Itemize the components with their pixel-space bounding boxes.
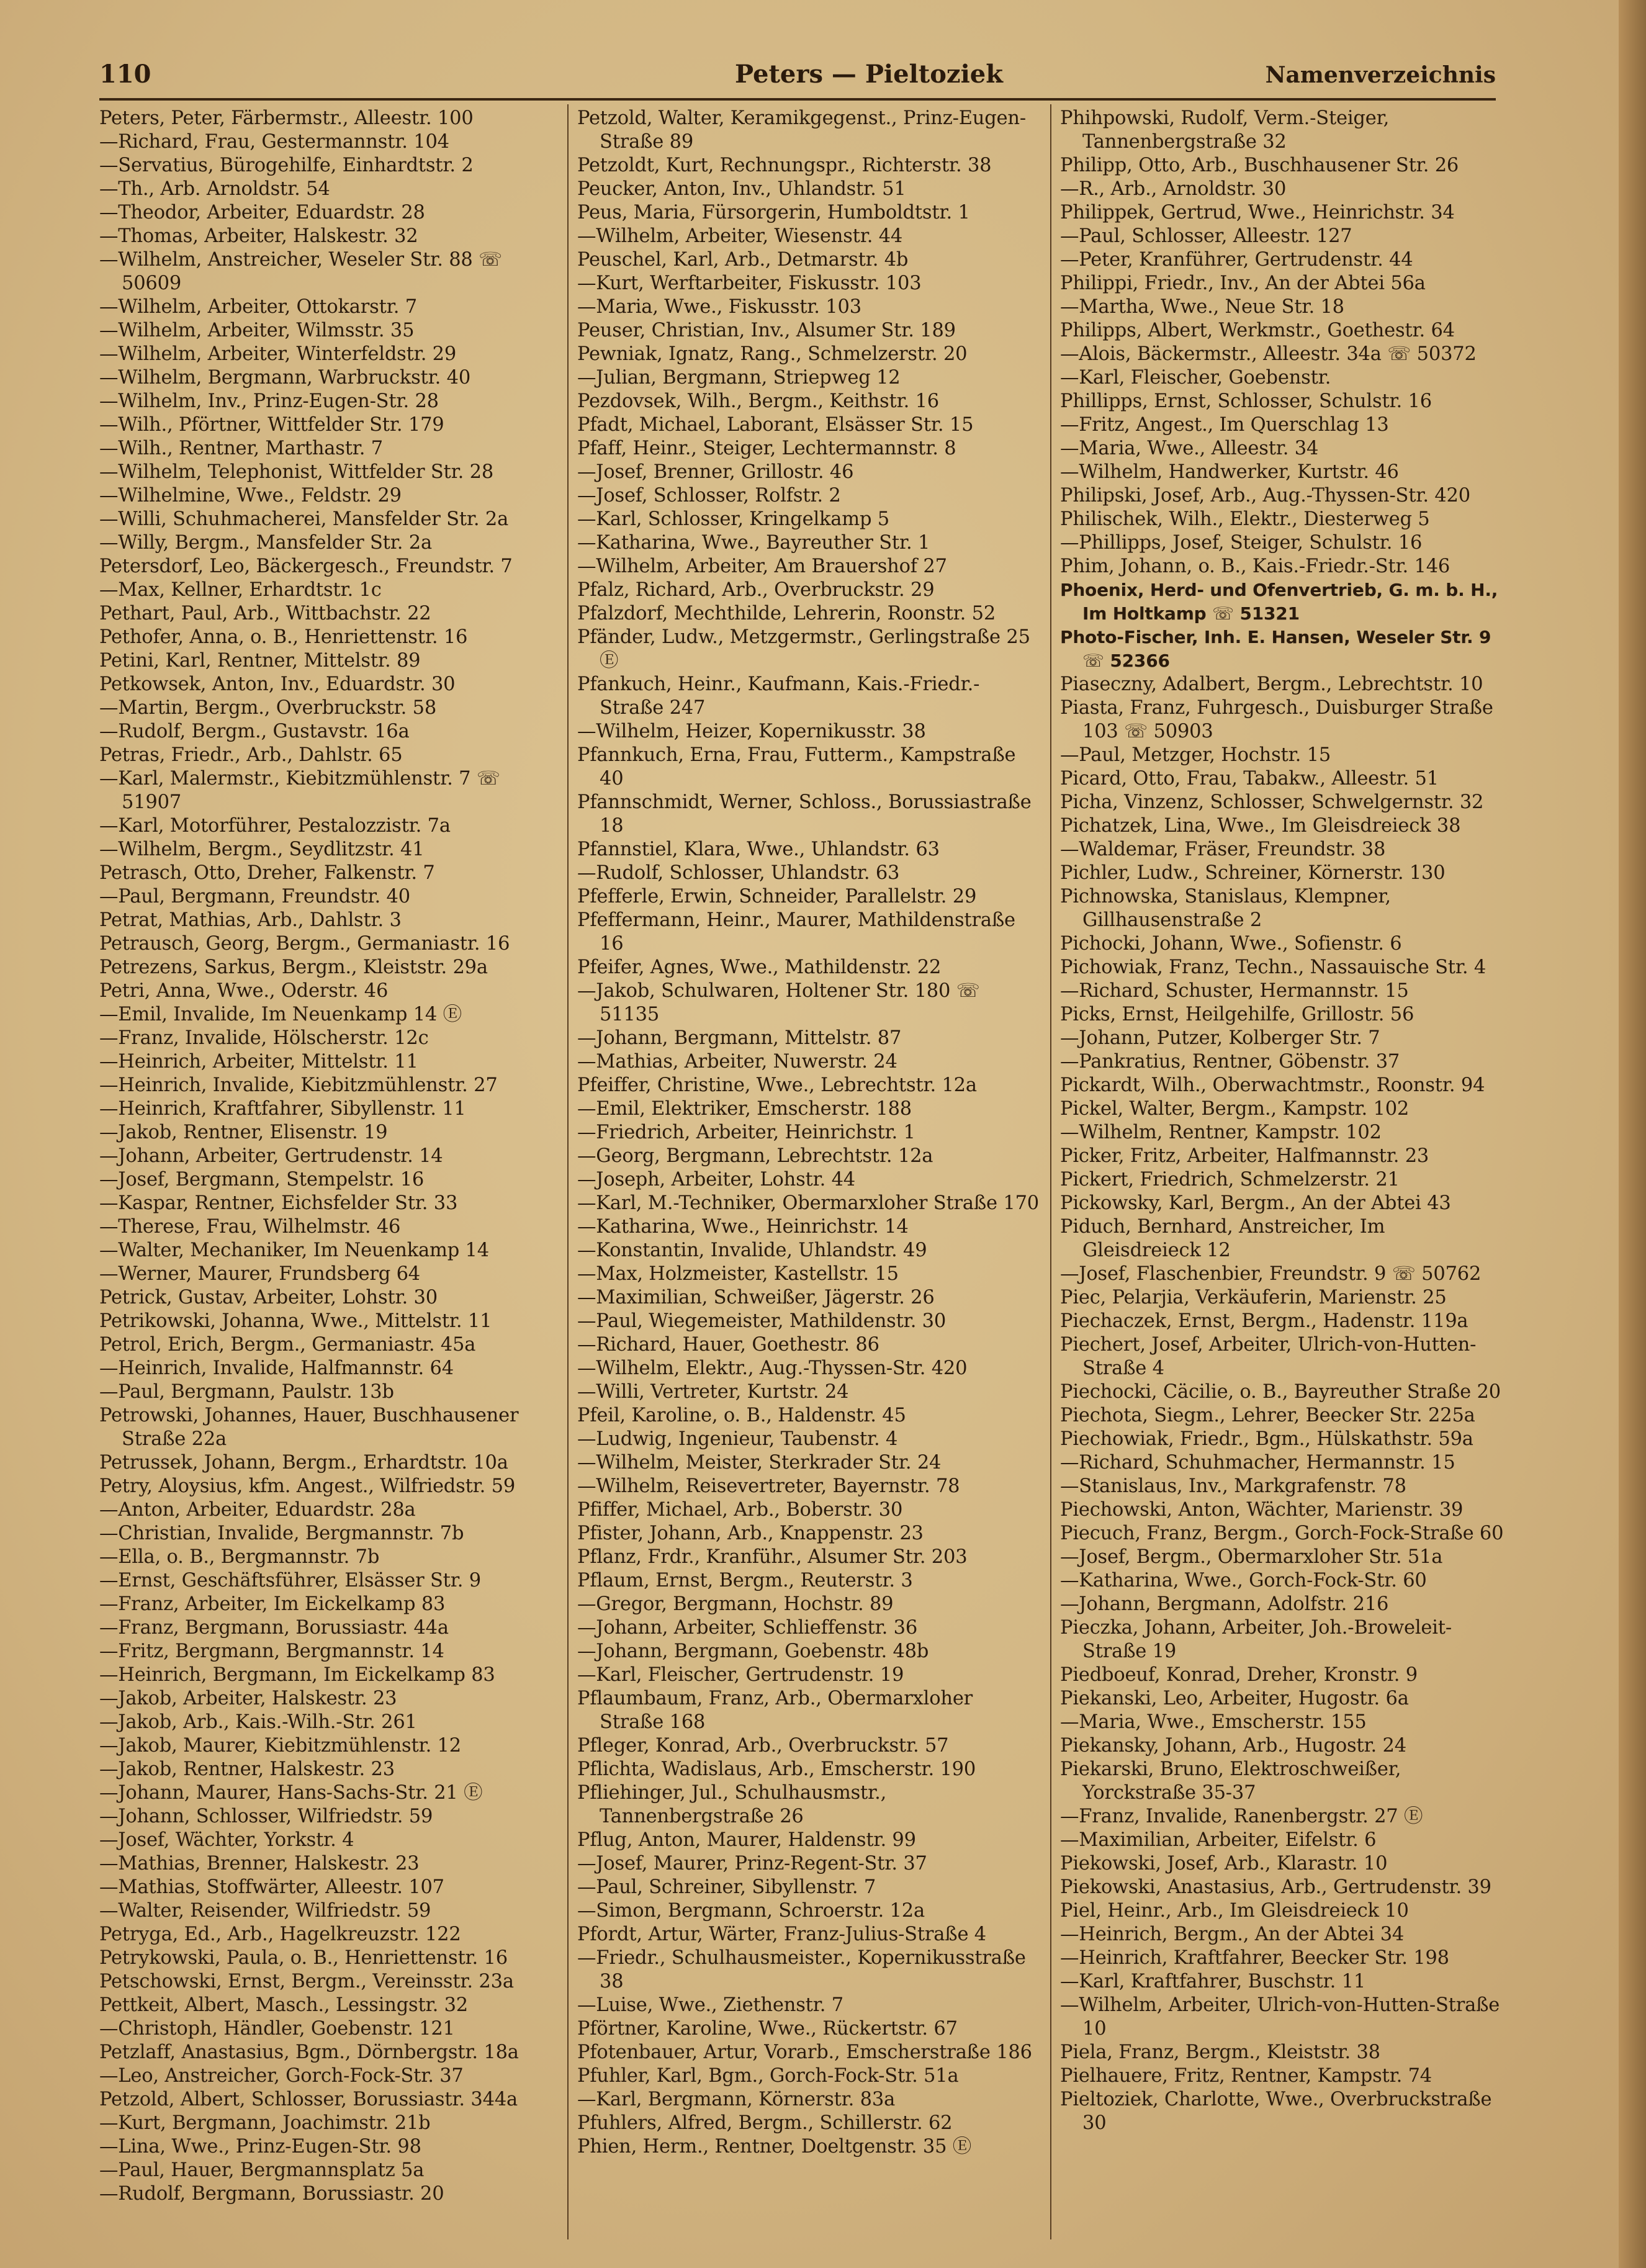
directory-entry: Peters, Peter, Färbermstr., Alleestr. 100 [99,107,474,129]
directory-entry: —Wilhelm, Telephonist, Wittfelder Str. 28 [99,461,494,483]
directory-entry: Pfuhlers, Alfred, Bergm., Schillerstr. 62 [577,2112,953,2134]
directory-entry: —Johann, Schlosser, Wilfriedstr. 59 [99,1806,433,1827]
directory-entry: —Richard, Schuhmacher, Hermannstr. 15 [1060,1452,1455,1474]
directory-entry: —Wilhelm, Arbeiter, Wilmsstr. 35 [99,320,415,341]
directory-entry: —Karl, Fleischer, Gertrudenstr. 19 [577,1664,904,1686]
directory-entry: —Friedrich, Arbeiter, Heinrichstr. 1 [577,1122,915,1143]
directory-entry: Petschowski, Ernst, Bergm., Vereinsstr. 23a [99,1971,514,1992]
directory-entry: —Max, Kellner, Erhardtstr. 1c [99,579,382,601]
directory-entry: —Johann, Arbeiter, Gertrudenstr. 14 [99,1145,443,1167]
directory-entry: —Maria, Wwe., Emscherstr. 155 [1060,1711,1367,1733]
directory-entry: —Leo, Anstreicher, Gorch-Fock-Str. 37 [99,2065,464,2087]
directory-entry: —Johann, Bergmann, Adolfstr. 216 [1060,1593,1389,1615]
directory-entry: Piekowski, Josef, Arb., Klarastr. 10 [1060,1853,1388,1874]
directory-entry: —Paul, Hauer, Bergmannsplatz 5a [99,2159,425,2181]
directory-entry: —Paul, Schlosser, Alleestr. 127 [1060,225,1352,247]
directory-entry: —Heinrich, Invalide, Halfmannstr. 64 [99,1357,454,1379]
directory-entry: —Ella, o. B., Bergmannstr. 7b [99,1546,380,1568]
directory-entry: —Jakob, Arbeiter, Halskestr. 23 [99,1688,397,1709]
directory-entry: Peuschel, Karl, Arb., Detmarstr. 4b [577,249,909,271]
directory-entry: —Emil, Invalide, Im Neuenkamp 14 Ⓔ [99,1004,462,1025]
directory-entry: —Waldemar, Fräser, Freundstr. 38 [1060,839,1386,860]
directory-entry: —Th., Arb. Arnoldstr. 54 [99,178,330,200]
directory-entry: —Servatius, Bürogehilfe, Einhardtstr. 2 [99,155,474,176]
directory-entry: —Wilhelm, Arbeiter, Am Brauershof 27 [577,556,947,577]
directory-entry: Piekansky, Johann, Arb., Hugostr. 24 [1060,1735,1406,1757]
directory-entry: —Karl, Malermstr., Kiebitzmühlenstr. 7 ☏ 51907 [99,768,500,813]
directory-entry: —Maria, Wwe., Alleestr. 34 [1060,438,1319,459]
directory-entry: —Wilhelm, Anstreicher, Weseler Str. 88 ☏ 50609 [99,249,503,294]
directory-entry: Photo-Fischer, Inh. E. Hansen, Weseler Str. 9 ☏ 52366 [1060,627,1491,671]
page-title: Peters — Pieltoziek [735,60,1003,89]
directory-entry: —Wilhelm, Inv., Prinz-Eugen-Str. 28 [99,390,439,412]
directory-entry: —Jakob, Rentner, Halskestr. 23 [99,1758,395,1780]
directory-entry: —Josef, Flaschenbier, Freundstr. 9 ☏ 50762 [1060,1263,1482,1285]
directory-entry: Picks, Ernst, Heilgehilfe, Grillostr. 56 [1060,1004,1414,1025]
directory-entry: —Kurt, Werftarbeiter, Fiskusstr. 103 [577,272,922,294]
directory-entry: Pethofer, Anna, o. B., Henriettenstr. 16 [99,626,468,648]
directory-entry: —Josef, Bergmann, Stempelstr. 16 [99,1169,425,1190]
directory-entry: Petrezens, Sarkus, Bergm., Kleiststr. 29a [99,956,488,978]
directory-entry: Picker, Fritz, Arbeiter, Halfmannstr. 23 [1060,1145,1429,1167]
directory-entry: —Fritz, Angest., Im Querschlag 13 [1060,414,1389,436]
directory-entry: —Heinrich, Kraftfahrer, Sibyllenstr. 11 [99,1098,466,1120]
directory-entry: —Paul, Schreiner, Sibyllenstr. 7 [577,1876,876,1898]
directory-entry: —Karl, Fleischer, Goebenstr. [1060,367,1331,389]
directory-entry: Phien, Herm., Rentner, Doeltgenstr. 35 Ⓔ [577,2136,972,2158]
directory-entry: —Maria, Wwe., Fiskusstr. 103 [577,296,861,318]
directory-entry: Pfleger, Konrad, Arb., Overbruckstr. 57 [577,1735,949,1757]
directory-entry: Pfalzdorf, Mechthilde, Lehrerin, Roonstr. 52 [577,603,996,624]
directory-entry: Petrasch, Otto, Dreher, Falkenstr. 7 [99,862,435,884]
directory-entry: —Wilhelm, Bergmann, Warbruckstr. 40 [99,367,471,389]
directory-entry: Pfordt, Artur, Wärter, Franz-Julius-Straße 4 [577,1924,986,1945]
directory-entry: Pfefferle, Erwin, Schneider, Parallelstr. 29 [577,886,977,907]
directory-entry: Petini, Karl, Rentner, Mittelstr. 89 [99,650,421,672]
directory-entry: Picard, Otto, Frau, Tabakw., Alleestr. 51 [1060,768,1439,790]
directory-entry: Petrikowski, Johanna, Wwe., Mittelstr. 11 [99,1310,492,1332]
directory-entry: —Katharina, Wwe., Bayreuther Str. 1 [577,532,930,554]
directory-entry: —Karl, M.-Techniker, Obermarxloher Straße 170 [577,1192,1040,1214]
directory-entry: Piechaczek, Ernst, Bergm., Hadenstr. 119a [1060,1310,1468,1332]
directory-entry: Pfannkuch, Erna, Frau, Futterm., Kampstraße 40 [577,744,1016,790]
directory-entry: —Friedr., Schulhausmeister., Kopernikusstraße 38 [577,1947,1026,1992]
directory-entry: Pfeiffer, Christine, Wwe., Lebrechtstr. 12a [577,1074,977,1096]
directory-entry: Piduch, Bernhard, Anstreicher, Im Gleisdreieck 12 [1060,1216,1385,1261]
directory-entry: —Heinrich, Bergmann, Im Eickelkamp 83 [99,1664,495,1686]
directory-entry: —Jakob, Rentner, Elisenstr. 19 [99,1122,388,1143]
directory-entry: —Paul, Wiegemeister, Mathildenstr. 30 [577,1310,947,1332]
directory-entry: Pichatzek, Lina, Wwe., Im Gleisdreieck 38 [1060,815,1461,837]
directory-entry: Petrat, Mathias, Arb., Dahlstr. 3 [99,909,402,931]
directory-entry: —Thomas, Arbeiter, Halskestr. 32 [99,225,418,247]
directory-entry: Petrausch, Georg, Bergm., Germaniastr. 16 [99,933,510,955]
directory-entry: —Wilhelm, Elektr., Aug.-Thyssen-Str. 420 [577,1357,968,1379]
directory-entry: Pfaff, Heinr., Steiger, Lechtermannstr. 8 [577,438,956,459]
directory-entry: Petzold, Walter, Keramikgegenst., Prinz-Eugen-Straße 89 [577,107,1026,153]
directory-entry: Petras, Friedr., Arb., Dahlstr. 65 [99,744,403,766]
directory-entry: Pfalz, Richard, Arb., Overbruckstr. 29 [577,579,935,601]
column-divider [1050,104,1051,2239]
directory-entry: Petrussek, Johann, Bergm., Erhardtstr. 10a [99,1452,508,1474]
directory-entry: —Karl, Kraftfahrer, Buschstr. 11 [1060,1971,1366,1992]
directory-entry: —Heinrich, Kraftfahrer, Beecker Str. 198 [1060,1947,1449,1969]
directory-entry: —Wilh., Pförtner, Wittfelder Str. 179 [99,414,444,436]
directory-entry: —Johann, Bergmann, Goebenstr. 48b [577,1640,929,1662]
directory-entry: —Kaspar, Rentner, Eichsfelder Str. 33 [99,1192,458,1214]
directory-entry: Pfadt, Michael, Laborant, Elsässer Str. 15 [577,414,974,436]
directory-entry: —Franz, Bergmann, Borussiastr. 44a [99,1617,449,1639]
directory-entry: —Katharina, Wwe., Heinrichstr. 14 [577,1216,909,1238]
directory-entry: —Anton, Arbeiter, Eduardstr. 28a [99,1499,416,1521]
directory-entry: Piecuch, Franz, Bergm., Gorch-Fock-Straße 60 [1060,1523,1504,1544]
directory-entry: Piaseczny, Adalbert, Bergm., Lebrechtstr. 10 [1060,673,1483,695]
directory-entry: Piechocki, Cäcilie, o. B., Bayreuther Straße 20 [1060,1381,1501,1403]
directory-entry: Petzlaff, Anastasius, Bgm., Dörnbergstr. 18a [99,2041,519,2063]
directory-entry: —Pankratius, Rentner, Göbenstr. 37 [1060,1051,1400,1073]
directory-entry: Pflaum, Ernst, Bergm., Reuterstr. 3 [577,1570,913,1591]
directory-entry: —Lina, Wwe., Prinz-Eugen-Str. 98 [99,2136,421,2158]
directory-entry: Phillipps, Ernst, Schlosser, Schulstr. 16 [1060,390,1432,412]
directory-entry: —Jakob, Arb., Kais.-Wilh.-Str. 261 [99,1711,417,1733]
directory-entry: Petry, Aloysius, kfm. Angest., Wilfriedstr. 59 [99,1475,516,1497]
directory-entry: Pielhauere, Fritz, Rentner, Kampstr. 74 [1060,2065,1432,2087]
directory-entry: —Wilhelm, Arbeiter, Winterfeldstr. 29 [99,343,457,365]
directory-entry: Pettkeit, Albert, Masch., Lessingstr. 32 [99,1994,468,2016]
directory-entry: Petrick, Gustav, Arbeiter, Lohstr. 30 [99,1287,438,1308]
page-header [99,60,1496,99]
column-divider [567,104,569,2239]
directory-entry: —Walter, Mechaniker, Im Neuenkamp 14 [99,1240,489,1261]
directory-entry: —Rudolf, Bergmann, Borussiastr. 20 [99,2183,444,2205]
directory-entry: —Franz, Invalide, Hölscherstr. 12c [99,1027,429,1049]
directory-entry: Pflanz, Frdr., Kranführ., Alsumer Str. 203 [577,1546,968,1568]
directory-entry: —Mathias, Arbeiter, Nuwerstr. 24 [577,1051,897,1073]
directory-entry: —Georg, Bergmann, Lebrechtstr. 12a [577,1145,933,1167]
directory-entry: —Fritz, Bergmann, Bergmannstr. 14 [99,1640,444,1662]
directory-entry: —Willy, Bergm., Mansfelder Str. 2a [99,532,432,554]
directory-entry: —Alois, Bäckermstr., Alleestr. 34a ☏ 50372 [1060,343,1477,365]
directory-entry: Pfister, Johann, Arb., Knappenstr. 23 [577,1523,924,1544]
directory-entry: Pickert, Friedrich, Schmelzerstr. 21 [1060,1169,1400,1190]
directory-entry: Pichler, Ludw., Schreiner, Körnerstr. 130 [1060,862,1446,884]
directory-entry: —Johann, Arbeiter, Schlieffenstr. 36 [577,1617,918,1639]
directory-entry: —Rudolf, Bergm., Gustavstr. 16a [99,721,410,742]
directory-entry: —Johann, Maurer, Hans-Sachs-Str. 21 Ⓔ [99,1782,483,1804]
directory-column-1 [99,107,559,2236]
directory-entry: Phim, Johann, o. B., Kais.-Friedr.-Str. 146 [1060,556,1450,577]
directory-entry: Pethart, Paul, Arb., Wittbachstr. 22 [99,603,431,624]
directory-entry: —Josef, Wächter, Yorkstr. 4 [99,1829,354,1851]
directory-entry: —Theodor, Arbeiter, Eduardstr. 28 [99,202,425,223]
directory-entry: Pfankuch, Heinr., Kaufmann, Kais.-Friedr.-Straße 247 [577,673,980,719]
directory-entry: —Rudolf, Schlosser, Uhlandstr. 63 [577,862,900,884]
directory-entry: Pfeffermann, Heinr., Maurer, Mathildenstraße 16 [577,909,1015,955]
directory-entry: Pewniak, Ignatz, Rang., Schmelzerstr. 20 [577,343,968,365]
directory-entry: Pichowiak, Franz, Techn., Nassauische Str. 4 [1060,956,1486,978]
directory-entry: Piechert, Josef, Arbeiter, Ulrich-von-Hutten-Straße 4 [1060,1334,1477,1379]
directory-entry: —Franz, Arbeiter, Im Eickelkamp 83 [99,1593,446,1615]
directory-entry: Phoenix, Herd- und Ofenvertrieb, G. m. b. H., Im Holtkamp ☏ 51321 [1060,580,1498,624]
directory-entry: —Konstantin, Invalide, Uhlandstr. 49 [577,1240,927,1261]
directory-entry: —Jakob, Schulwaren, Holtener Str. 180 ☏ 51135 [577,980,980,1025]
directory-entry: —Wilhelm, Rentner, Kampstr. 102 [1060,1122,1382,1143]
directory-entry: Pickel, Walter, Bergm., Kampstr. 102 [1060,1098,1410,1120]
directory-entry: Piasta, Franz, Fuhrgesch., Duisburger Straße 103 ☏ 50903 [1060,697,1493,742]
directory-entry: Piechowski, Anton, Wächter, Marienstr. 39 [1060,1499,1464,1521]
directory-entry: Piekanski, Leo, Arbeiter, Hugostr. 6a [1060,1688,1409,1709]
directory-entry: —Heinrich, Invalide, Kiebitzmühlenstr. 27 [99,1074,498,1096]
directory-entry: Peucker, Anton, Inv., Uhlandstr. 51 [577,178,906,200]
directory-entry: Piela, Franz, Bergm., Kleiststr. 38 [1060,2041,1380,2063]
directory-entry: Pichnowska, Stanislaus, Klempner, Gillhausenstraße 2 [1060,886,1391,931]
directory-entry: —Josef, Maurer, Prinz-Regent-Str. 37 [577,1853,927,1874]
directory-entry: Petzold, Albert, Schlosser, Borussiastr. 344a [99,2089,518,2110]
page-number: 110 [99,60,151,89]
directory-entry: Pflug, Anton, Maurer, Haldenstr. 99 [577,1829,916,1851]
directory-entry: Pfeil, Karoline, o. B., Haldenstr. 45 [577,1405,906,1426]
directory-entry: —Mathias, Brenner, Halskestr. 23 [99,1853,420,1874]
directory-column-3 [1060,107,1507,2236]
directory-entry: —Gregor, Bergmann, Hochstr. 89 [577,1593,894,1615]
directory-entry: Pieczka, Johann, Arbeiter, Joh.-Broweleit-Straße 19 [1060,1617,1452,1662]
directory-entry: —Wilhelm, Arbeiter, Ottokarstr. 7 [99,296,417,318]
directory-entry: —Karl, Bergmann, Körnerstr. 83a [577,2089,896,2110]
directory-entry: Pfiffer, Michael, Arb., Boberstr. 30 [577,1499,903,1521]
directory-entry: —Walter, Reisender, Wilfriedstr. 59 [99,1900,431,1922]
directory-entry: —Josef, Bergm., Obermarxloher Str. 51a [1060,1546,1443,1568]
directory-entry: Peus, Maria, Fürsorgerin, Humboldtstr. 1 [577,202,970,223]
directory-entry: Philippek, Gertrud, Wwe., Heinrichstr. 34 [1060,202,1455,223]
directory-entry: —Richard, Schuster, Hermannstr. 15 [1060,980,1409,1002]
directory-entry: —Josef, Schlosser, Rolfstr. 2 [577,485,841,506]
directory-entry: Pflichta, Wadislaus, Arb., Emscherstr. 190 [577,1758,976,1780]
directory-entry: —Jakob, Maurer, Kiebitzmühlenstr. 12 [99,1735,461,1757]
directory-entry: Pieltoziek, Charlotte, Wwe., Overbruckstraße 30 [1060,2089,1492,2134]
directory-entry: —Wilh., Rentner, Marthastr. 7 [99,438,383,459]
directory-entry: Pförtner, Karoline, Wwe., Rückertstr. 67 [577,2018,958,2040]
directory-entry: Piekarski, Bruno, Elektroschweißer, Yorckstraße 35-37 [1060,1758,1401,1804]
directory-column-2 [577,107,1040,2236]
directory-entry: Philippi, Friedr., Inv., An der Abtei 56a [1060,272,1426,294]
directory-entry: —Christian, Invalide, Bergmannstr. 7b [99,1523,464,1544]
directory-entry: Pickardt, Wilh., Oberwachtmstr., Roonstr. 94 [1060,1074,1485,1096]
directory-entry: —Werner, Maurer, Frundsberg 64 [99,1263,420,1285]
directory-entry: —Wilhelm, Arbeiter, Ulrich-von-Hutten-Straße 10 [1060,1994,1500,2040]
directory-entry: —Heinrich, Bergm., An der Abtei 34 [1060,1924,1405,1945]
directory-entry: —Wilhelm, Heizer, Kopernikusstr. 38 [577,721,926,742]
section-title: Namenverzeichnis [1265,62,1496,88]
directory-entry: Pfannstiel, Klara, Wwe., Uhlandstr. 63 [577,839,940,860]
directory-entry: Pfänder, Ludw., Metzgermstr., Gerlingstraße 25 Ⓔ [577,626,1030,672]
directory-entry: —R., Arb., Arnoldstr. 30 [1060,178,1287,200]
directory-entry: Petzoldt, Kurt, Rechnungspr., Richterstr. 38 [577,155,992,176]
directory-entry: Pfeifer, Agnes, Wwe., Mathildenstr. 22 [577,956,942,978]
directory-entry: —Willi, Schuhmacherei, Mansfelder Str. 2a [99,508,509,530]
directory-entry: —Ludwig, Ingenieur, Taubenstr. 4 [577,1428,898,1450]
directory-entry: Peuser, Christian, Inv., Alsumer Str. 189 [577,320,956,341]
directory-entry: —Maximilian, Schweißer, Jägerstr. 26 [577,1287,935,1308]
directory-entry: —Wilhelm, Bergm., Seydlitzstr. 41 [99,839,425,860]
directory-entry: Pezdovsek, Wilh., Bergm., Keithstr. 16 [577,390,939,412]
directory-entry: Phihpowski, Rudolf, Verm.-Steiger, Tannenbergstraße 32 [1060,107,1390,153]
page-edge [1619,0,1646,2268]
directory-entry: Philischek, Wilh., Elektr., Diesterweg 5 [1060,508,1430,530]
directory-entry: —Max, Holzmeister, Kastellstr. 15 [577,1263,899,1285]
directory-entry: —Franz, Invalide, Ranenbergstr. 27 Ⓔ [1060,1806,1423,1827]
directory-entry: Petkowsek, Anton, Inv., Eduardstr. 30 [99,673,456,695]
directory-entry: —Phillipps, Josef, Steiger, Schulstr. 16 [1060,532,1423,554]
directory-entry: Pickowsky, Karl, Bergm., An der Abtei 43 [1060,1192,1451,1214]
directory-entry: —Emil, Elektriker, Emscherstr. 188 [577,1098,912,1120]
directory-entry: —Simon, Bergmann, Schroerstr. 12a [577,1900,925,1922]
directory-entry: Philipps, Albert, Werkmstr., Goethestr. 64 [1060,320,1455,341]
directory-entry: —Luise, Wwe., Ziethenstr. 7 [577,1994,843,2016]
directory-entry: —Heinrich, Arbeiter, Mittelstr. 11 [99,1051,418,1073]
directory-entry: —Christoph, Händler, Goebenstr. 121 [99,2018,455,2040]
directory-entry: —Joseph, Arbeiter, Lohstr. 44 [577,1169,856,1190]
directory-entry: —Paul, Metzger, Hochstr. 15 [1060,744,1331,766]
directory-entry: —Wilhelm, Handwerker, Kurtstr. 46 [1060,461,1399,483]
directory-entry: Pfliehinger, Jul., Schulhausmstr., Tannenbergstraße 26 [577,1782,887,1827]
directory-entry: —Mathias, Stoffwärter, Alleestr. 107 [99,1876,444,1898]
directory-entry: Petrykowski, Paula, o. B., Henriettenstr. 16 [99,1947,508,1969]
directory-entry: —Ernst, Geschäftsführer, Elsässer Str. 9 [99,1570,481,1591]
directory-entry: —Richard, Frau, Gestermannstr. 104 [99,131,449,153]
directory-entry: —Wilhelmine, Wwe., Feldstr. 29 [99,485,402,506]
directory-entry: —Josef, Brenner, Grillostr. 46 [577,461,854,483]
directory-entry: —Johann, Putzer, Kolberger Str. 7 [1060,1027,1380,1049]
directory-entry: —Karl, Motorführer, Pestalozzistr. 7a [99,815,451,837]
directory-entry: —Wilhelm, Reisevertreter, Bayernstr. 78 [577,1475,960,1497]
directory-entry: Petrol, Erich, Bergm., Germaniastr. 45a [99,1334,476,1356]
directory-entry: Philipski, Josef, Arb., Aug.-Thyssen-Str. 420 [1060,485,1470,506]
directory-entry: —Katharina, Wwe., Gorch-Fock-Str. 60 [1060,1570,1427,1591]
directory-entry: Petri, Anna, Wwe., Oderstr. 46 [99,980,389,1002]
directory-entry: —Paul, Bergmann, Paulstr. 13b [99,1381,394,1403]
directory-entry: —Martin, Bergm., Overbruckstr. 58 [99,697,437,719]
directory-entry: —Julian, Bergmann, Striepweg 12 [577,367,901,389]
directory-entry: Pflaumbaum, Franz, Arb., Obermarxloher Straße 168 [577,1688,973,1733]
directory-entry: Piedboeuf, Konrad, Dreher, Kronstr. 9 [1060,1664,1418,1686]
directory-entry: Petryga, Ed., Arb., Hagelkreuzstr. 122 [99,1924,461,1945]
directory-entry: —Wilhelm, Meister, Sterkrader Str. 24 [577,1452,942,1474]
directory-entry: Piec, Pelarjia, Verkäuferin, Marienstr. 25 [1060,1287,1447,1308]
directory-entry: Piechowiak, Friedr., Bgm., Hülskathstr. 59a [1060,1428,1473,1450]
directory-entry: Pfannschmidt, Werner, Schloss., Borussiastraße 18 [577,791,1032,837]
directory-entry: Pfuhler, Karl, Bgm., Gorch-Fock-Str. 51a [577,2065,959,2087]
directory-entry: —Martha, Wwe., Neue Str. 18 [1060,296,1344,318]
directory-entry: —Paul, Bergmann, Freundstr. 40 [99,886,410,907]
directory-entry: Petersdorf, Leo, Bäckergesch., Freundstr. 7 [99,556,513,577]
directory-entry: —Stanislaus, Inv., Markgrafenstr. 78 [1060,1475,1406,1497]
directory-entry: Petrowski, Johannes, Hauer, Buschhausener Straße 22a [99,1405,519,1450]
directory-entry: Pichocki, Johann, Wwe., Sofienstr. 6 [1060,933,1402,955]
directory-entry: Picha, Vinzenz, Schlosser, Schwelgernstr. 32 [1060,791,1484,813]
directory-entry: Piel, Heinr., Arb., Im Gleisdreieck 10 [1060,1900,1409,1922]
directory-entry: —Richard, Hauer, Goethestr. 86 [577,1334,879,1356]
header-rule [99,98,1496,101]
directory-entry: Pfotenbauer, Artur, Vorarb., Emscherstraße 186 [577,2041,1032,2063]
directory-entry: —Willi, Vertreter, Kurtstr. 24 [577,1381,849,1403]
directory-entry: —Wilhelm, Arbeiter, Wiesenstr. 44 [577,225,903,247]
directory-entry: —Maximilian, Arbeiter, Eifelstr. 6 [1060,1829,1377,1851]
directory-entry: Piekowski, Anastasius, Arb., Gertrudenstr. 39 [1060,1876,1491,1898]
directory-entry: Piechota, Siegm., Lehrer, Beecker Str. 225a [1060,1405,1475,1426]
directory-entry: —Kurt, Bergmann, Joachimstr. 21b [99,2112,431,2134]
directory-entry: —Therese, Frau, Wilhelmstr. 46 [99,1216,401,1238]
directory-entry: Philipp, Otto, Arb., Buschhausener Str. 26 [1060,155,1459,176]
directory-entry: —Karl, Schlosser, Kringelkamp 5 [577,508,890,530]
directory-entry: —Johann, Bergmann, Mittelstr. 87 [577,1027,902,1049]
directory-entry: —Peter, Kranführer, Gertrudenstr. 44 [1060,249,1413,271]
